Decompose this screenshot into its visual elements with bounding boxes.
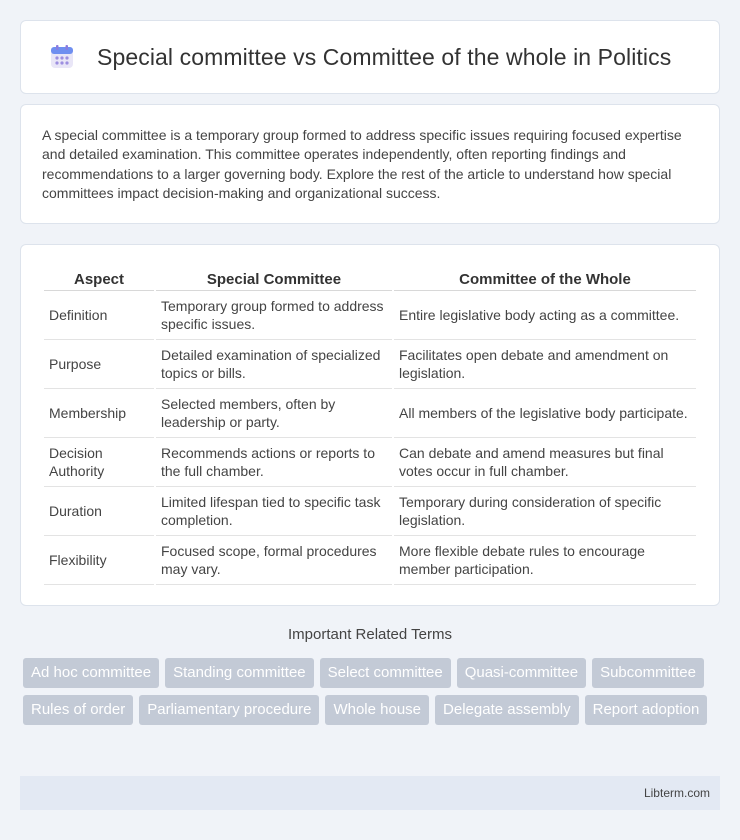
tag-delegate-assembly[interactable]: Delegate assembly bbox=[435, 695, 579, 725]
cell-special: Detailed examination of specialized topics or bills. bbox=[156, 340, 392, 389]
cell-whole: Facilitates open debate and amendment on legislation. bbox=[394, 340, 696, 389]
tag-report-adoption[interactable]: Report adoption bbox=[585, 695, 708, 725]
header-card bbox=[20, 20, 720, 94]
comparison-table bbox=[42, 267, 698, 585]
header-aspect: Aspect bbox=[44, 267, 154, 291]
tag-standing-committee[interactable]: Standing committee bbox=[165, 658, 314, 688]
table-row bbox=[44, 389, 696, 438]
cell-whole: More flexible debate rules to encourage member participation. bbox=[394, 536, 696, 585]
cell-aspect: Purpose bbox=[44, 340, 154, 389]
tag-parliamentary-procedure[interactable]: Parliamentary procedure bbox=[139, 695, 319, 725]
intro-text: A special committee is a temporary group formed to address specific issues requiring focused expertise and detailed examination. This committee operates independently, often reporting findings and recommendations to a larger governing body. Explore the rest of the article to understand how special committees impact decision-making and organizational success. bbox=[42, 127, 682, 202]
tag-subcommittee[interactable]: Subcommittee bbox=[592, 658, 704, 688]
cell-whole: Temporary during consideration of specific legislation. bbox=[394, 487, 696, 536]
table-row bbox=[44, 536, 696, 585]
table-row bbox=[44, 438, 696, 487]
cell-whole: Can debate and amend measures but final votes occur in full chamber. bbox=[394, 438, 696, 487]
cell-aspect: Membership bbox=[44, 389, 154, 438]
header-special-committee: Special Committee bbox=[156, 267, 392, 291]
cell-special: Limited lifespan tied to specific task completion. bbox=[156, 487, 392, 536]
related-terms-title: Important Related Terms bbox=[288, 626, 452, 643]
cell-whole: All members of the legislative body participate. bbox=[394, 389, 696, 438]
cell-special: Focused scope, formal procedures may vary. bbox=[156, 536, 392, 585]
cell-special: Temporary group formed to address specific issues. bbox=[156, 291, 392, 340]
tag-select-committee[interactable]: Select committee bbox=[320, 658, 451, 688]
related-terms-list bbox=[23, 658, 723, 725]
calendar-icon bbox=[49, 44, 75, 70]
comparison-card bbox=[20, 244, 720, 606]
cell-aspect: Decision Authority bbox=[44, 438, 154, 487]
footer-site-link[interactable]: Libterm.com bbox=[643, 786, 710, 800]
tag-whole-house[interactable]: Whole house bbox=[325, 695, 429, 725]
cell-special: Recommends actions or reports to the full chamber. bbox=[156, 438, 392, 487]
tag-rules-of-order[interactable]: Rules of order bbox=[23, 695, 133, 725]
footer bbox=[20, 776, 720, 810]
intro-card bbox=[20, 104, 720, 224]
header-committee-of-whole: Committee of the Whole bbox=[394, 267, 696, 291]
cell-whole: Entire legislative body acting as a committee. bbox=[394, 291, 696, 340]
table-row bbox=[44, 487, 696, 536]
page-title: Special committee vs Committee of the whole in Politics bbox=[97, 43, 672, 70]
cell-aspect: Flexibility bbox=[44, 536, 154, 585]
cell-aspect: Definition bbox=[44, 291, 154, 340]
tag-ad-hoc-committee[interactable]: Ad hoc committee bbox=[23, 658, 159, 688]
cell-special: Selected members, often by leadership or party. bbox=[156, 389, 392, 438]
tag-quasi-committee[interactable]: Quasi-committee bbox=[457, 658, 586, 688]
table-row bbox=[44, 291, 696, 340]
cell-aspect: Duration bbox=[44, 487, 154, 536]
table-row bbox=[44, 340, 696, 389]
table-header-row bbox=[44, 267, 696, 291]
